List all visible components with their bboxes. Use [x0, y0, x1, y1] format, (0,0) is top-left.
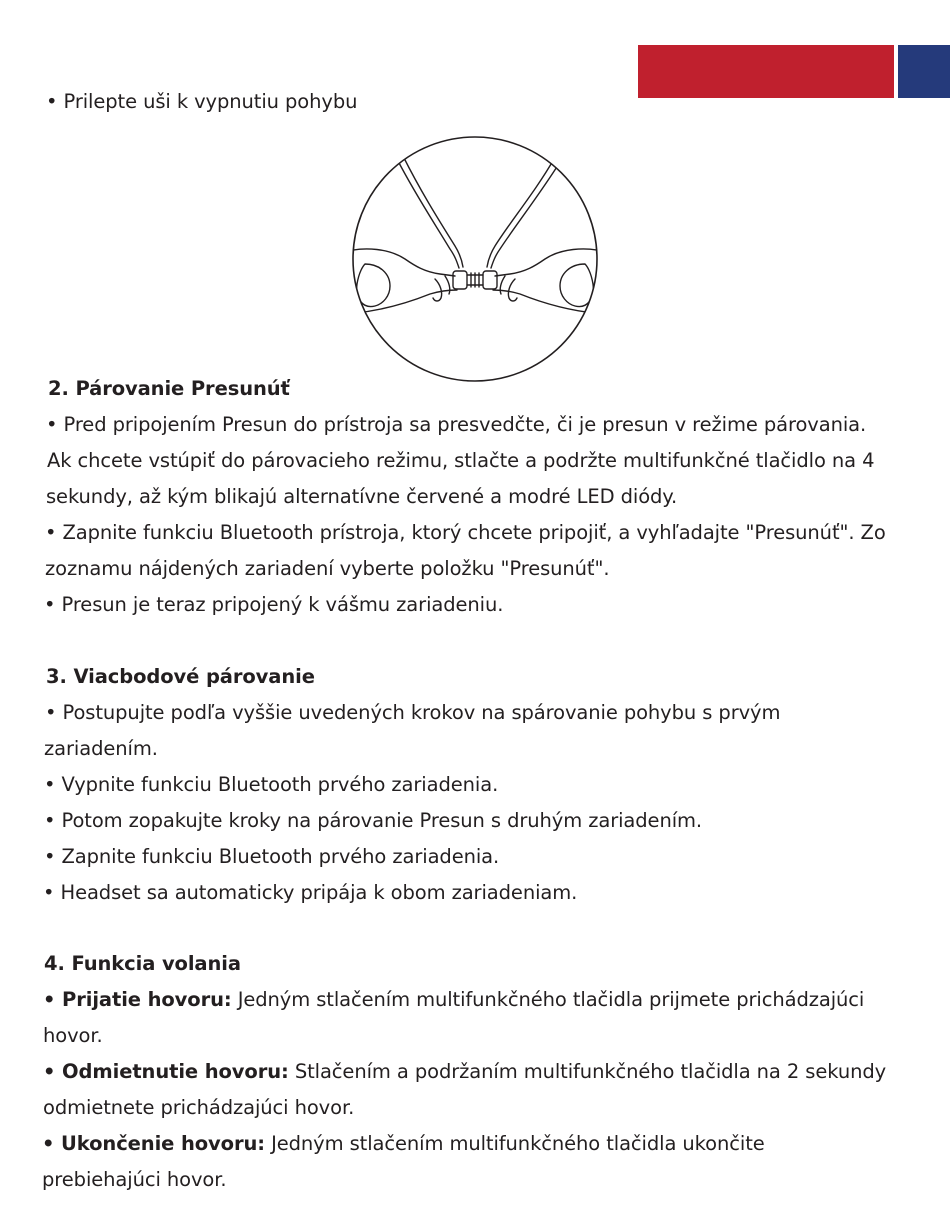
- call-item-cont: hovor.: [43, 1024, 103, 1047]
- section2-line: • Presun je teraz pripojený k vášmu zariadeniu.: [44, 593, 504, 616]
- section2-line: zoznamu nájdených zariadení vyberte položku "Presunúť".: [45, 557, 610, 580]
- section3-title: 3. Viacbodové párovanie: [46, 665, 315, 688]
- section2-line: • Pred pripojením Presun do prístroja sa presvedčte, či je presun v režime párovania.: [46, 413, 867, 436]
- section2-title: 2. Párovanie Presunúť: [48, 377, 290, 400]
- call-item-term: • Ukončenie hovoru:: [42, 1132, 265, 1155]
- call-item-term: • Prijatie hovoru:: [43, 988, 232, 1011]
- section3-line: • Zapnite funkciu Bluetooth prvého zariadenia.: [44, 845, 500, 868]
- header-red-bar: [638, 45, 894, 98]
- earbuds-magnet-illustration: [345, 134, 605, 384]
- call-item-text: Jedným stlačením multifunkčného tlačidla ukončite: [264, 1132, 765, 1155]
- header-blue-bar: [898, 45, 950, 98]
- section4-title: 4. Funkcia volania: [44, 952, 241, 975]
- call-item-text: Stlačením a podržaním multifunkčného tlačidla na 2 sekundy: [288, 1060, 887, 1083]
- call-item-cont: odmietnete prichádzajúci hovor.: [43, 1096, 355, 1119]
- call-item: [42, 1126, 765, 1162]
- section3-line: • Postupujte podľa vyššie uvedených krokov na spárovanie pohybu s prvým: [45, 701, 781, 724]
- call-item: [43, 1054, 886, 1090]
- section2-line: sekundy, až kým blikajú alternatívne červené a modré LED diódy.: [46, 485, 678, 508]
- section3-line: • Vypnite funkciu Bluetooth prvého zariadenia.: [44, 773, 499, 796]
- call-item-text: Jedným stlačením multifunkčného tlačidla prijmete prichádzajúci: [231, 988, 865, 1011]
- section3-line: • Potom zopakujte kroky na párovanie Presun s druhým zariadením.: [44, 809, 703, 832]
- call-item-term: • Odmietnutie hovoru:: [43, 1060, 289, 1083]
- intro-bullet: • Prilepte uši k vypnutiu pohybu: [46, 90, 358, 113]
- section2-line: • Zapnite funkciu Bluetooth prístroja, ktorý chcete pripojiť, a vyhľadajte "Presunúť". Zo: [45, 521, 886, 544]
- section3-line: zariadením.: [44, 737, 158, 760]
- call-item-cont: prebiehajúci hovor.: [42, 1168, 227, 1191]
- section3-line: • Headset sa automaticky pripája k obom zariadeniam.: [43, 881, 578, 904]
- section2-line: Ak chcete vstúpiť do párovacieho režimu, stlačte a podržte multifunkčné tlačidlo na 4: [47, 449, 875, 472]
- call-item: [43, 982, 864, 1018]
